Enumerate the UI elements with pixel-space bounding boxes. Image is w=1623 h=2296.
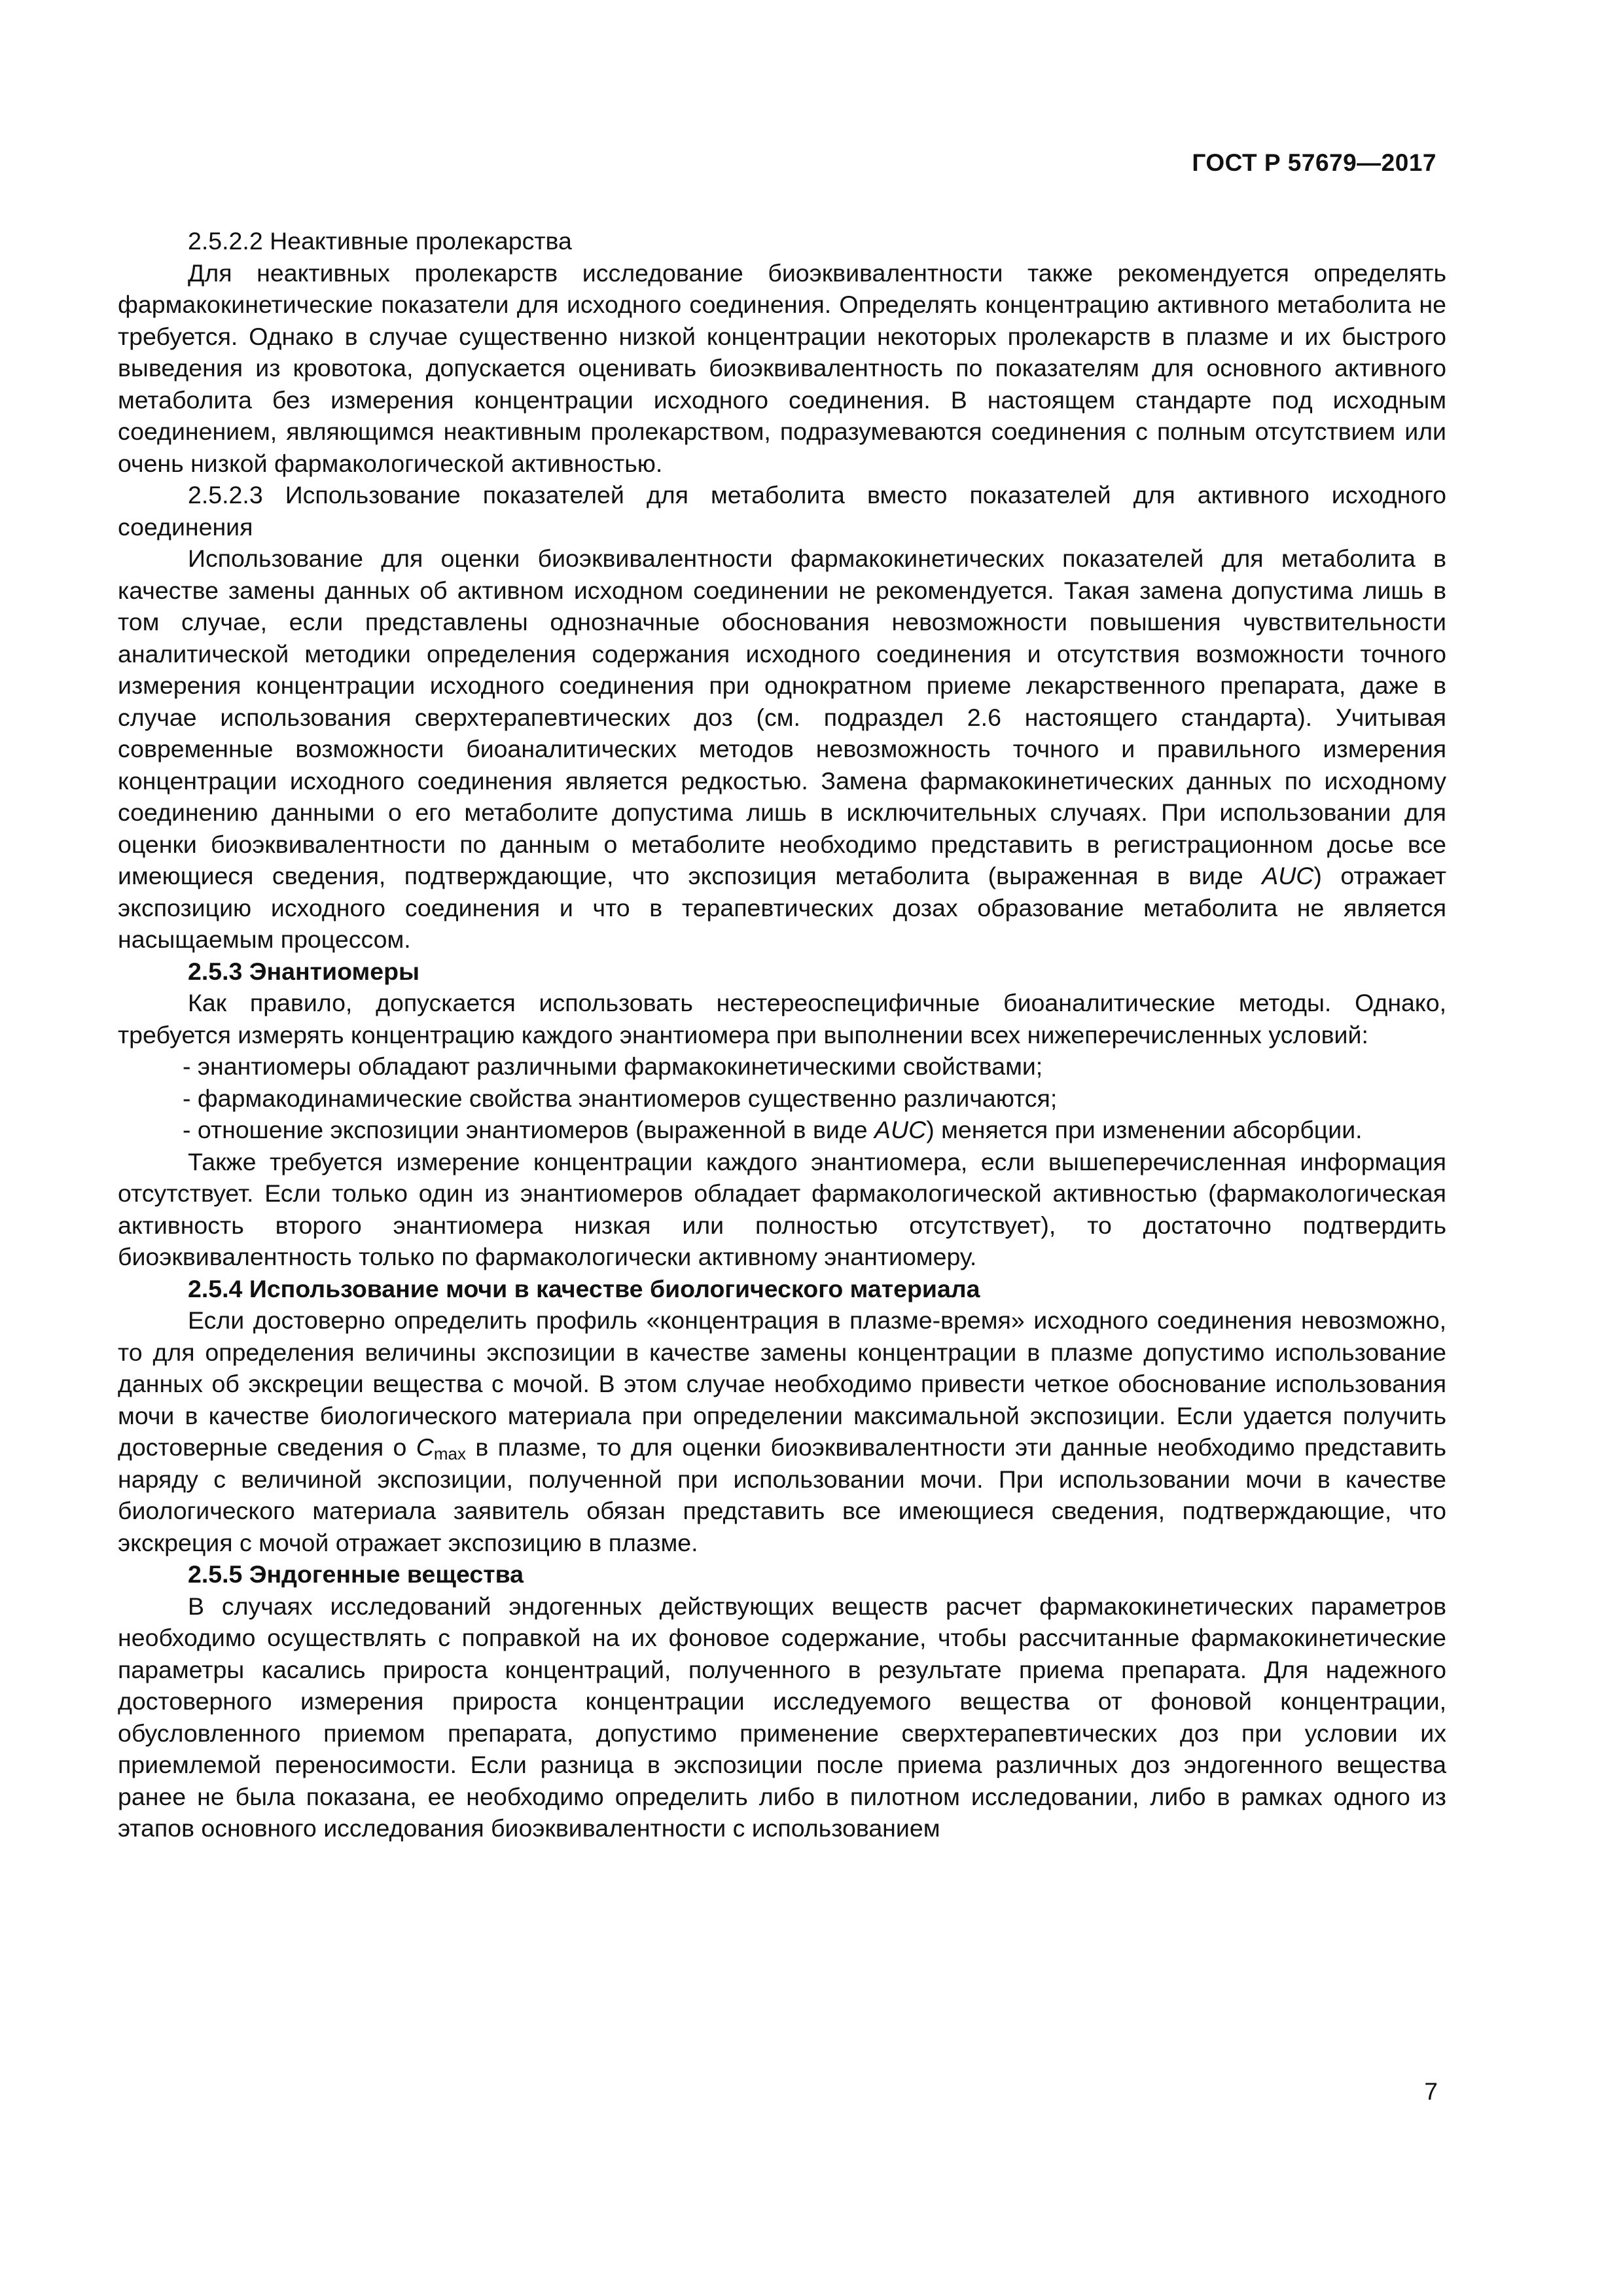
section-2523-text-a: Использование для оценки биоэквивалентности фармакокинетических показателей для метаболита в качестве замены данных об активном исходном соединении не рекомендуется. Такая замена допустима лишь в том случае, если представлены однозначные обоснования невозможности повышения чувствительности аналитической методики определения содержания исходного соединения и отсутствия возможности точного измерения концентрации исходного соединения при однократном приеме лекарственного препарата, даже в случае использования сверхтерапевтических доз (см. подраздел 2.6 настоящего стандарта). Учитывая современные возможности биоаналитических методов невозможность точного и правильного измерения концентрации исходного соединения является редкостью. Замена фармакокинетических данных по исходному соединению данными о его метаболите допустима лишь в исключительных случаях. При использовании для оценки биоэквивалентности по данным о метаболите необходимо представить в регистрационном досье все имеющиеся сведения, подтверждающие, что экспозиция метаболита (выраженная в виде [118,545,1446,889]
list-item-text-b: ) меняется при изменении абсорбции. [926,1116,1363,1143]
section-254-text-a: Если достоверно определить профиль «концентрация в плазме-время» исходного соединения невозможно, то для определения величины экспозиции в качестве замены концентрации в плазме допустимо использование данных об экскреции вещества с мочой. В этом случае необходимо привести четкое обоснование использования мочи в качестве биологического материала при определении максимальной экспозиции. Если удается получить достоверные сведения о [118,1306,1446,1461]
section-254-paragraph [118,1304,1446,1558]
section-2522-title: 2.5.2.2 Неактивные пролекарства [188,227,572,255]
section-253-intro: Как правило, допускается использовать нестереоспецифичные биоаналитические методы. Однако, требуется измерять концентрацию каждого энантиомера при выполнении всех нижеперечисленных условий: [118,989,1446,1049]
section-2523-paragraph [118,543,1446,956]
list-item: - энантиомеры обладают различными фармакокинетическими свойствами; [183,1052,1043,1080]
section-2523-title: 2.5.2.3 Использование показателей для метаболита вместо показателей для активного исходного соединения [118,481,1446,541]
cmax-symbol: C [416,1433,434,1461]
section-254-heading: 2.5.4 Использование мочи в качестве биологического материала [188,1274,980,1302]
auc-term: AUC [874,1116,927,1143]
document-body [118,225,1446,1844]
section-2522-paragraph: Для неактивных пролекарств исследование биоэквивалентности также рекомендуется определять фармакокинетические показатели для исходного соединения. Определять концентрацию активного метаболита не требуется. Однако в случае существенно низкой концентрации некоторых пролекарств в плазме и их быстрого выведения из кровотока, допускается оценивать биоэквивалентность по показателям для основного активного метаболита без измерения концентрации исходного соединения. В настоящем стандарте под исходным соединением, являющимся неактивным пролекарством, подразумеваются соединения с полным отсутствием или очень низкой фармакологической активностью. [118,259,1446,477]
list-item: - фармакодинамические свойства энантиомеров существенно различаются; [183,1084,1058,1112]
section-2523-text-b: ) отражает экспозицию исходного соединения и что в терапевтических дозах образование метаболита не является насыщаемым процессом. [118,862,1446,953]
section-253-outro: Также требуется измерение концентрации каждого энантиомера, если вышеперечисленная информация отсутствует. Если только один из энантиомеров обладает фармакологической активностью (фармакологическая активность второго энантиомера низкая или полностью отсутствует), то достаточно подтвердить биоэквивалентность только по фармакологически активному энантиомеру. [118,1147,1446,1270]
section-254-text-b: в плазме, то для оценки биоэквивалентности эти данные необходимо представить наряду с величиной экспозиции, полученной при использовании мочи. При использовании мочи в качестве биологического материала заявитель обязан представить все имеющиеся сведения, подтверждающие, что экскреция с мочой отражает экспозицию в плазме. [118,1433,1446,1556]
auc-term: AUC [1262,862,1314,889]
list-item-text-a: - отношение экспозиции энантиомеров (выраженной в виде [183,1116,868,1143]
section-253-heading: 2.5.3 Энантиомеры [188,957,420,985]
section-255-paragraph: В случаях исследований эндогенных действующих веществ расчет фармакокинетических параметров необходимо осуществлять с поправкой на их фоновое содержание, чтобы рассчитанные фармакокинетические параметры касались прироста концентраций, полученного в результате приема препарата. Для надежного достоверного измерения прироста концентрации исследуемого вещества от фоновой концентрации, обусловленного приемом препарата, допустимо применение сверхтерапевтических доз при условии их приемлемой переносимости. Если разница в экспозиции после приема различных доз эндогенного вещества ранее не была показана, ее необходимо определить либо в пилотном исследовании, либо в рамках одного из этапов основного исследования биоэквивалентности с использованием [118,1592,1446,1842]
cmax-subscript: max [433,1444,466,1463]
section-255-heading: 2.5.5 Эндогенные вещества [188,1560,524,1588]
document-id-header: ГОСТ Р 57679—2017 [1192,149,1436,176]
list-item [118,1114,1446,1146]
page-number: 7 [1424,2078,1438,2105]
